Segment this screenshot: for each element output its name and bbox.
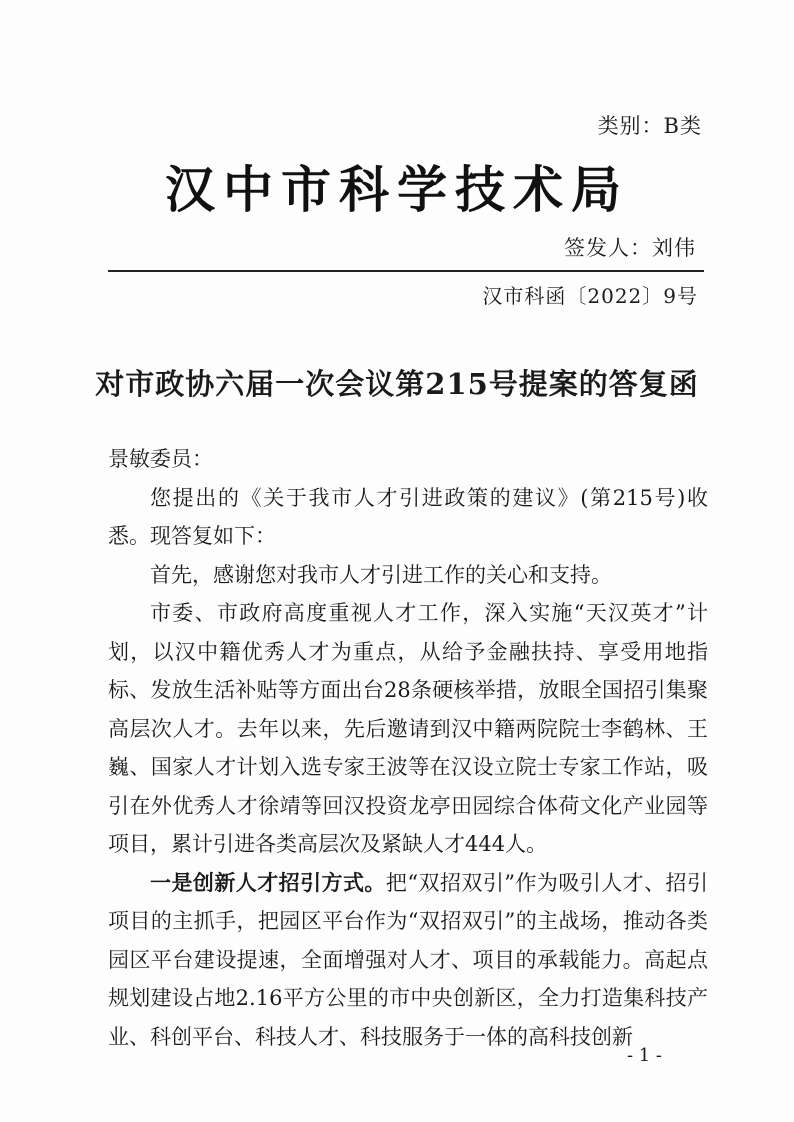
organization-title: 汉中市科学技术局: [165, 160, 629, 219]
header-divider: [108, 270, 704, 272]
issuer-label: 签发人：刘伟: [564, 236, 696, 260]
paragraph-text: 把“双招双引”作为吸引人才、招引项目的主抓手，把园区平台作为“双招双引”的主战场，推动各类园区平台建设提速，全面增强对人才、项目的承载能力。高起点规划建设占地2.16平方公里的市中央创新区，全力打造集科技产业、科创平台、科技人才、科技服务于一体的高科技创新: [108, 870, 708, 1049]
salutation: 景敏委员：: [108, 447, 213, 471]
document-body: [108, 440, 708, 1056]
page-number: - 1 -: [626, 1045, 662, 1066]
document-number: 汉市科函〔2022〕9号: [482, 284, 698, 308]
paragraph: 您提出的《关于我市人才引进政策的建议》(第215号)收悉。现答复如下：: [108, 485, 708, 548]
paragraph-lead: 一是创新人才招引方式。: [150, 869, 386, 895]
paragraph: [108, 864, 708, 1057]
paragraph: 首先，感谢您对我市人才引进工作的关心和支持。: [150, 562, 612, 587]
document-title: 对市政协六届一次会议第215号提案的答复函: [95, 367, 699, 401]
category-label: 类别：B类: [597, 114, 702, 138]
paragraph: 市委、市政府高度重视人才工作，深入实施“天汉英才”计划，以汉中籍优秀人才为重点，从给予金融扶持、享受用地指标、发放生活补贴等方面出台28条硬核举措，放眼全国招引集聚高层次人才。去年以来，先后邀请到汉中籍两院院士李鹤林、王巍、国家人才计划入选专家王波等在汉设立院士专家工作站，吸引在外优秀人才徐靖等回汉投资龙亭田园综合体荷文化产业园等项目，累计引进各类高层次及紧缺人才444人。: [108, 601, 708, 856]
